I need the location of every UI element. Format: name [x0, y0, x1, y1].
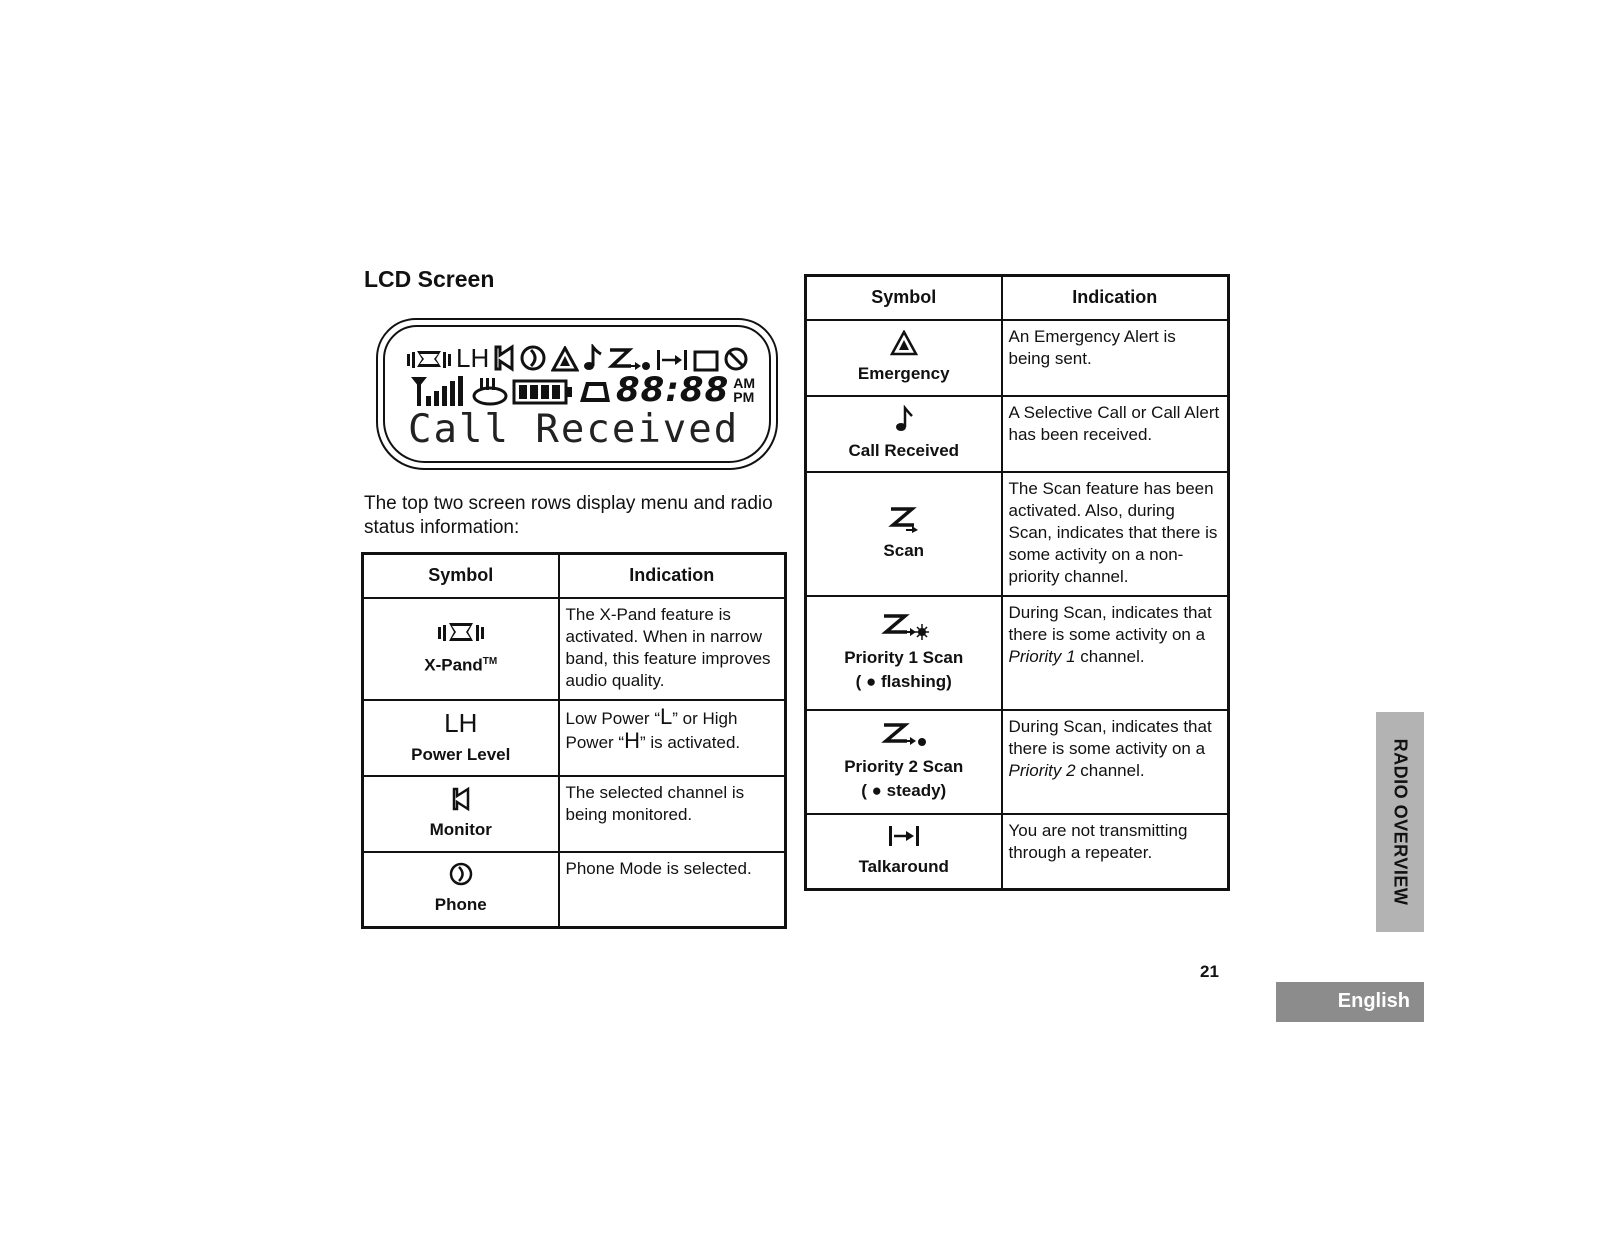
- table-row: [806, 710, 1229, 814]
- call-received-icon: [894, 405, 914, 433]
- indication-text: The selected channel is being monitored.: [559, 776, 786, 852]
- symbol-name: Phone: [434, 895, 487, 915]
- battery-icon: [512, 378, 574, 406]
- table-row: [363, 852, 786, 928]
- table-row: [806, 596, 1229, 710]
- symbol-name: Monitor: [429, 819, 492, 839]
- table-header-row: [363, 554, 786, 598]
- talkaround-icon: [886, 823, 922, 849]
- keypad-lock-icon: [578, 378, 612, 406]
- lcd-am: AM: [733, 375, 756, 391]
- lcd-status-row-2: [410, 370, 756, 410]
- symbol-table-right: [804, 274, 1230, 891]
- section-heading: LCD Screen: [364, 266, 495, 292]
- table-row: [363, 598, 786, 700]
- indication-text: Phone Mode is selected.: [559, 852, 786, 928]
- lcd-clock: 88:88: [616, 370, 730, 410]
- column-header-symbol: Symbol: [806, 276, 1002, 320]
- scan-icon: [884, 505, 924, 533]
- symbol-name: Scan: [883, 540, 925, 560]
- symbol-name: Talkaround: [858, 857, 949, 877]
- phone-icon: [448, 861, 474, 887]
- table-row: [363, 776, 786, 852]
- indication-text: The Scan feature has been activated. Also, during Scan, indicates that there is some activity on a non-priority channel.: [1002, 472, 1229, 596]
- indication-text: The X-Pand feature is activated. When in narrow band, this feature improves audio quality.: [559, 598, 786, 700]
- power-level-icon: LH: [444, 707, 478, 738]
- lcd-message-text: Call Received: [408, 407, 740, 452]
- column-header-indication: Indication: [559, 554, 786, 598]
- signal-strength-icon: [410, 374, 468, 406]
- section-side-tab-label: RADIO OVERVIEW: [1390, 738, 1411, 906]
- lcd-pm: PM: [733, 389, 755, 405]
- priority-1-scan-icon: [879, 612, 929, 640]
- lcd-am-pm: [733, 376, 755, 404]
- emergency-icon: [551, 346, 579, 372]
- indication-text: An Emergency Alert is being sent.: [1002, 320, 1229, 396]
- lcd-status-row-1: [406, 340, 749, 372]
- table-row: [806, 320, 1229, 396]
- talkaround-icon: [655, 346, 689, 372]
- priority-2-scan-icon: [879, 721, 929, 749]
- scan-icon: [607, 346, 651, 372]
- emergency-icon: [890, 330, 918, 356]
- square-icon: [693, 348, 719, 372]
- symbol-name: Call Received: [848, 440, 960, 460]
- table-row: [806, 472, 1229, 596]
- channel-scan-ring-icon: [472, 376, 508, 406]
- power-level-indicator: LH: [456, 343, 490, 373]
- monitor-icon: [493, 344, 515, 372]
- symbol-note: ( ● flashing): [855, 671, 952, 691]
- table-row: [806, 814, 1229, 890]
- symbol-name: Power Level: [411, 744, 511, 764]
- lcd-screen-illustration: [376, 318, 778, 470]
- intro-paragraph: The top two screen rows display menu and radio status information:: [364, 493, 773, 538]
- language-tab: English: [1276, 982, 1424, 1022]
- indication-text: You are not transmitting through a repeater.: [1002, 814, 1229, 890]
- page-number: 21: [1200, 962, 1219, 981]
- x-pand-icon: [406, 346, 452, 372]
- bell-off-icon: [723, 346, 749, 372]
- indication-text: Low Power “L” or High Power “H” is activated.: [559, 700, 786, 776]
- symbol-table-left: [361, 552, 787, 929]
- phone-icon: [519, 344, 547, 372]
- section-side-tab: [1376, 712, 1424, 932]
- column-header-symbol: Symbol: [363, 554, 559, 598]
- indication-text: During Scan, indicates that there is some activity on a Priority 1 channel.: [1002, 596, 1229, 710]
- symbol-name: Emergency: [857, 363, 950, 383]
- monitor-icon: [451, 786, 471, 812]
- column-header-indication: Indication: [1002, 276, 1229, 320]
- symbol-name: Priority 2 Scan: [844, 756, 964, 776]
- x-pand-icon: [436, 620, 486, 644]
- trademark-mark: TM: [482, 655, 498, 667]
- symbol-note: ( ● steady): [861, 780, 947, 800]
- symbol-name: Priority 1 Scan: [844, 647, 964, 667]
- table-header-row: [806, 276, 1229, 320]
- call-received-icon: [583, 344, 603, 372]
- table-row: [363, 700, 786, 776]
- indication-text: A Selective Call or Call Alert has been received.: [1002, 396, 1229, 472]
- symbol-name: X-Pand™: [424, 655, 498, 675]
- indication-text: During Scan, indicates that there is some activity on a Priority 2 channel.: [1002, 710, 1229, 814]
- table-row: [806, 396, 1229, 472]
